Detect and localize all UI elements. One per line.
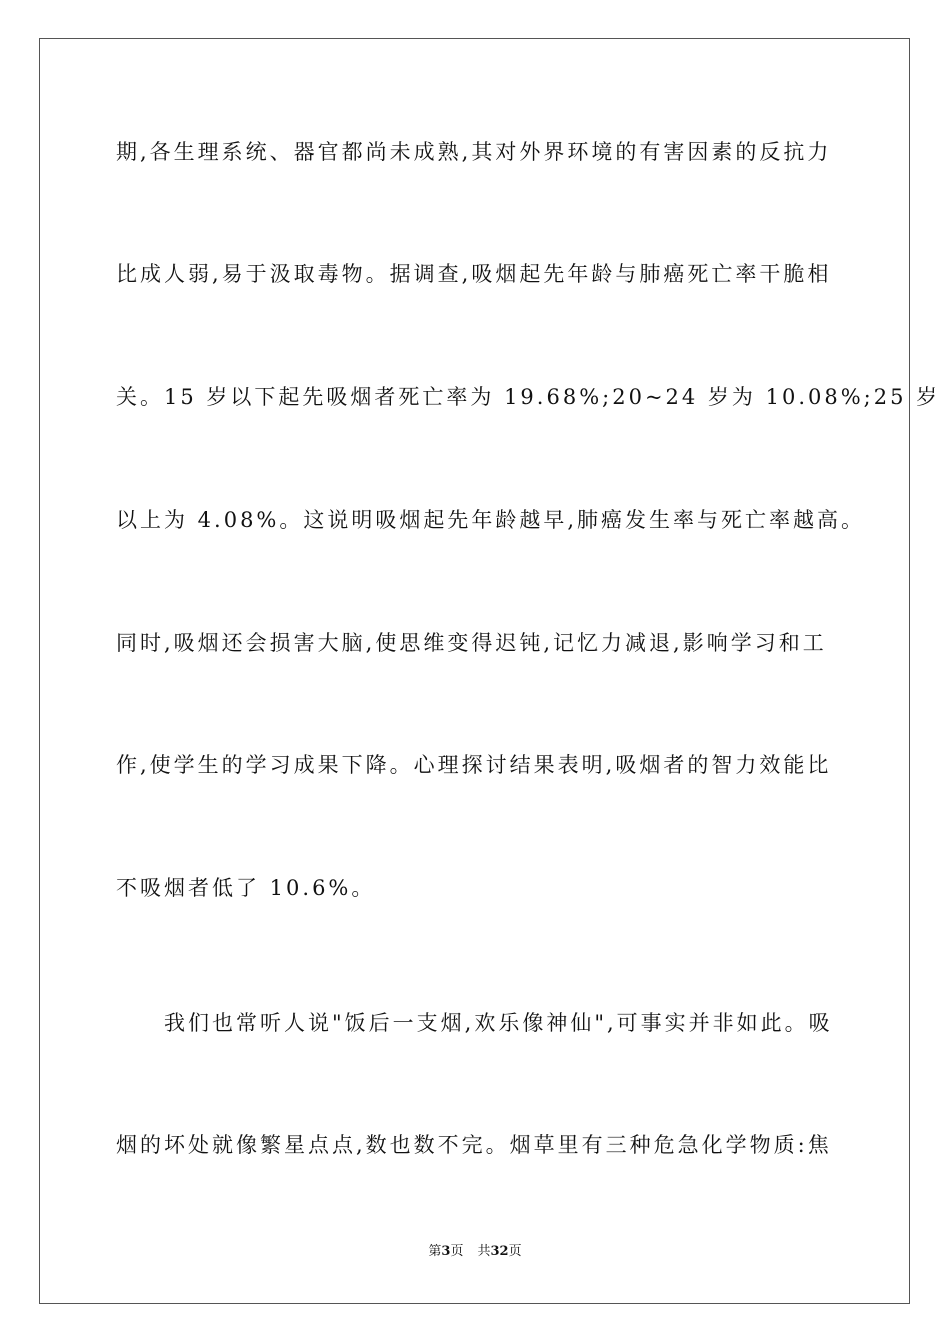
total-suffix: 页 [508,1244,522,1259]
page-footer [0,1243,950,1261]
text-line: 以上为 4.08%。这说明吸烟起先年龄越早,肺癌发生率与死亡率越高。 [116,508,866,532]
text-line: 关。15 岁以下起先吸烟者死亡率为 19.68%;20~24 岁为 10.08%;25 岁 [116,385,941,409]
text-line: 作,使学生的学习成果下降。心理探讨结果表明,吸烟者的智力效能比 [116,753,832,777]
text-line: 比成人弱,易于汲取毒物。据调查,吸烟起先年龄与肺癌死亡率干脆相 [116,262,832,286]
text-line: 同时,吸烟还会损害大脑,使思维变得迟钝,记忆力减退,影响学习和工 [116,631,827,655]
page-suffix: 页 [450,1244,464,1259]
page-frame [39,38,910,1304]
text-line: 烟的坏处就像繁星点点,数也数不完。烟草里有三种危急化学物质:焦 [116,1133,832,1157]
total-pages-number: 32 [490,1244,509,1259]
page-prefix: 第 [428,1244,442,1259]
total-prefix: 共 [477,1244,491,1259]
text-line: 期,各生理系统、器官都尚未成熟,其对外界环境的有害因素的反抗力 [116,140,832,164]
text-line: 我们也常听人说"饭后一支烟,欢乐像神仙",可事实并非如此。吸 [116,1011,833,1035]
text-line: 不吸烟者低了 10.6%。 [116,876,376,900]
current-page-number: 3 [441,1244,451,1259]
